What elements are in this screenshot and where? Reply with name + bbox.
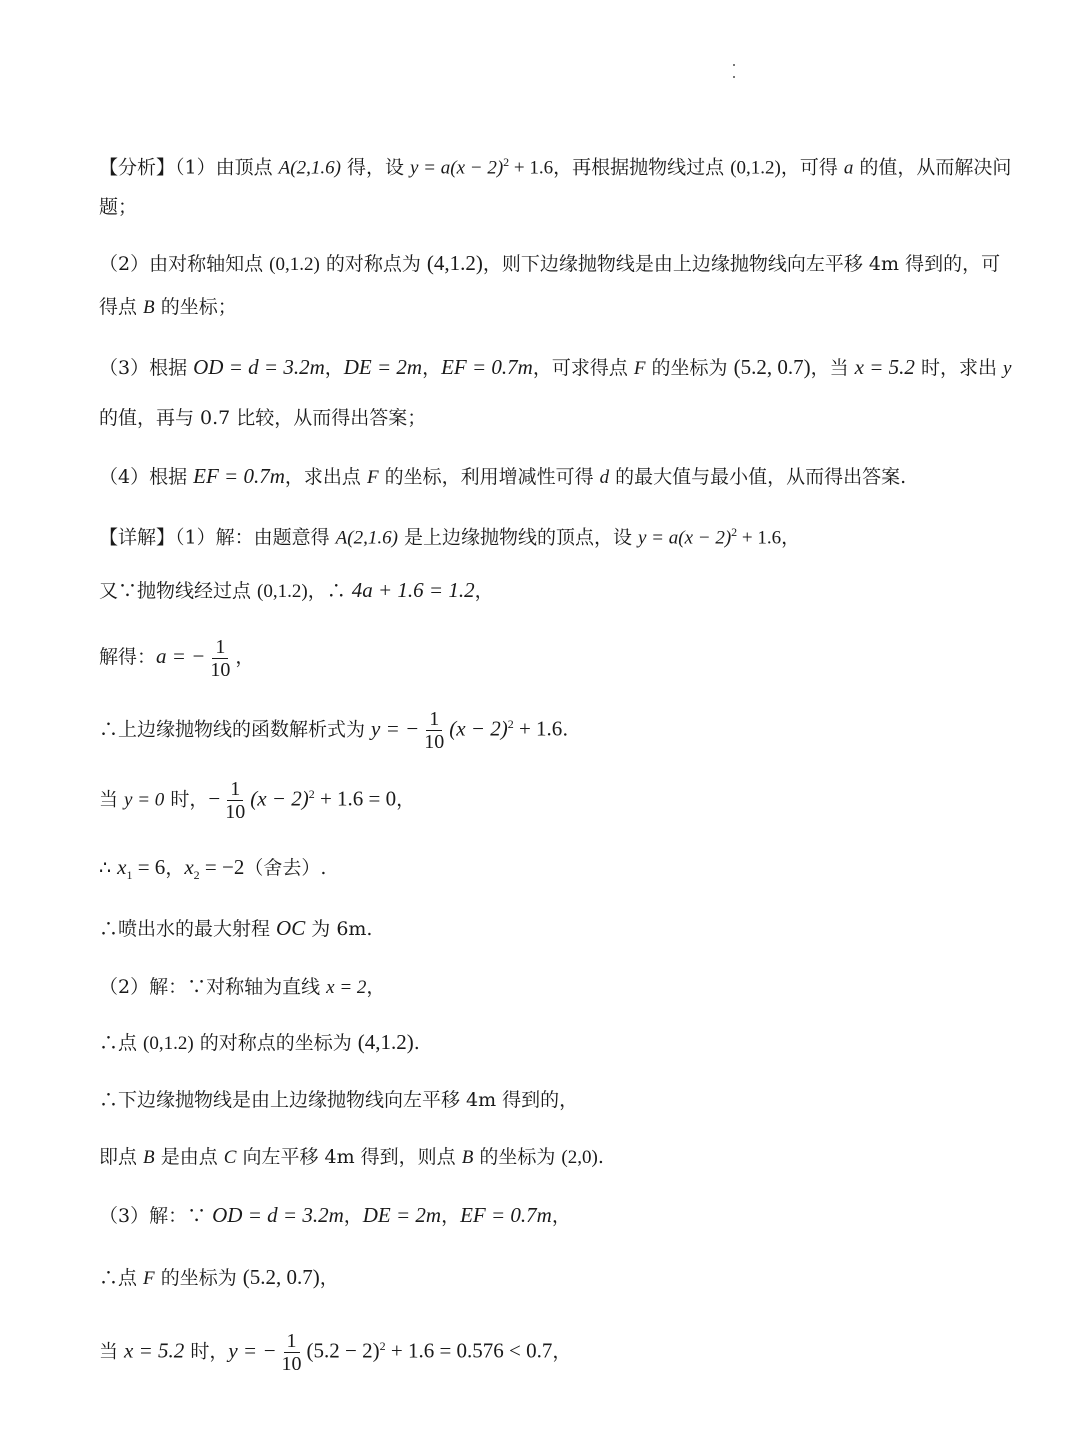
detail-line-6: ∴ $x_1 = 6$，$x_2 = -2$（舍去）. <box>99 855 327 882</box>
fraction: $\frac{1}{10}$ <box>281 1329 302 1375</box>
fraction: $\frac{1}{10}$ <box>225 777 246 823</box>
decorative-dots <box>733 64 737 88</box>
detail-line-5: 当 y = 0 时，− $\frac{1}{10}$ $(x - 2)^2 + 1.6 = 0$， <box>99 777 416 823</box>
detail-line-1: 【详解】（1）解：由题意得 A(2,1.6) 是上边缘抛物线的顶点，设 $y = a(x - 2)^2 + 1.6$， <box>99 525 801 549</box>
analysis-line-6: 的值，再与 0.7 比较，从而得出答案； <box>99 407 427 429</box>
detail-line-11: 即点 B 是由点 C 向左平移 4m 得到，则点 B 的坐标为 (2,0). <box>99 1146 604 1168</box>
detail-line-14: 当 x = 5.2 时，y = − $\frac{1}{10}$ $(5.2 - 2)^2 + 1.6 = 0.576 < 0.7$， <box>99 1329 572 1375</box>
detail-line-13: ∴点 F 的坐标为 (5.2, 0.7)， <box>99 1265 339 1289</box>
fraction: $\frac{1}{10}$ <box>210 635 231 681</box>
analysis-line-1: 【分析】（1）由顶点 A(2,1.6) 得，设 $y = a(x - 2)^2 + 1.6$，再根据抛物线过点 (0,1.2)，可得 a 的值，从而解决问 <box>99 155 1012 179</box>
detail-line-12: （3）解：∵ OD = d = 3.2m，DE = 2m，EF = 0.7m， <box>99 1203 571 1227</box>
detail-line-7: ∴喷出水的最大射程 OC 为 6m. <box>99 916 373 940</box>
detail-line-9: ∴点 (0,1.2) 的对称点的坐标为 (4,1.2). <box>99 1030 420 1054</box>
analysis-line-3: （2）由对称轴知点 (0,1.2) 的对称点为 (4,1.2)，则下边缘抛物线是由上边缘抛物线向左平移 4m 得到的，可 <box>99 251 1001 275</box>
analysis-line-7: （4）根据 EF = 0.7m，求出点 F 的坐标，利用增减性可得 d 的最大值与最小值，从而得出答案. <box>99 464 907 488</box>
detail-line-8: （2）解：∵对称轴为直线 x = 2， <box>99 976 386 998</box>
fraction: $\frac{1}{10}$ <box>424 707 445 753</box>
detail-line-4: ∴上边缘抛物线的函数解析式为 y = − $\frac{1}{10}$ $(x - 2)^2 + 1.6$. <box>99 707 569 753</box>
detail-line-10: ∴下边缘抛物线是由上边缘抛物线向左平移 4m 得到的， <box>99 1089 579 1111</box>
analysis-line-5: （3）根据 OD = d = 3.2m，DE = 2m，EF = 0.7m，可求得点 F 的坐标为 (5.2, 0.7)，当 x = 5.2 时，求出 y <box>99 355 1012 379</box>
detail-line-3: 解得：a = − $\frac{1}{10}$ ， <box>99 635 255 681</box>
detail-line-2: 又∵抛物线经过点 (0,1.2)，∴ 4a + 1.6 = 1.2， <box>99 578 494 602</box>
analysis-line-4: 得点 B 的坐标； <box>99 296 237 318</box>
analysis-line-2: 题； <box>99 196 138 218</box>
